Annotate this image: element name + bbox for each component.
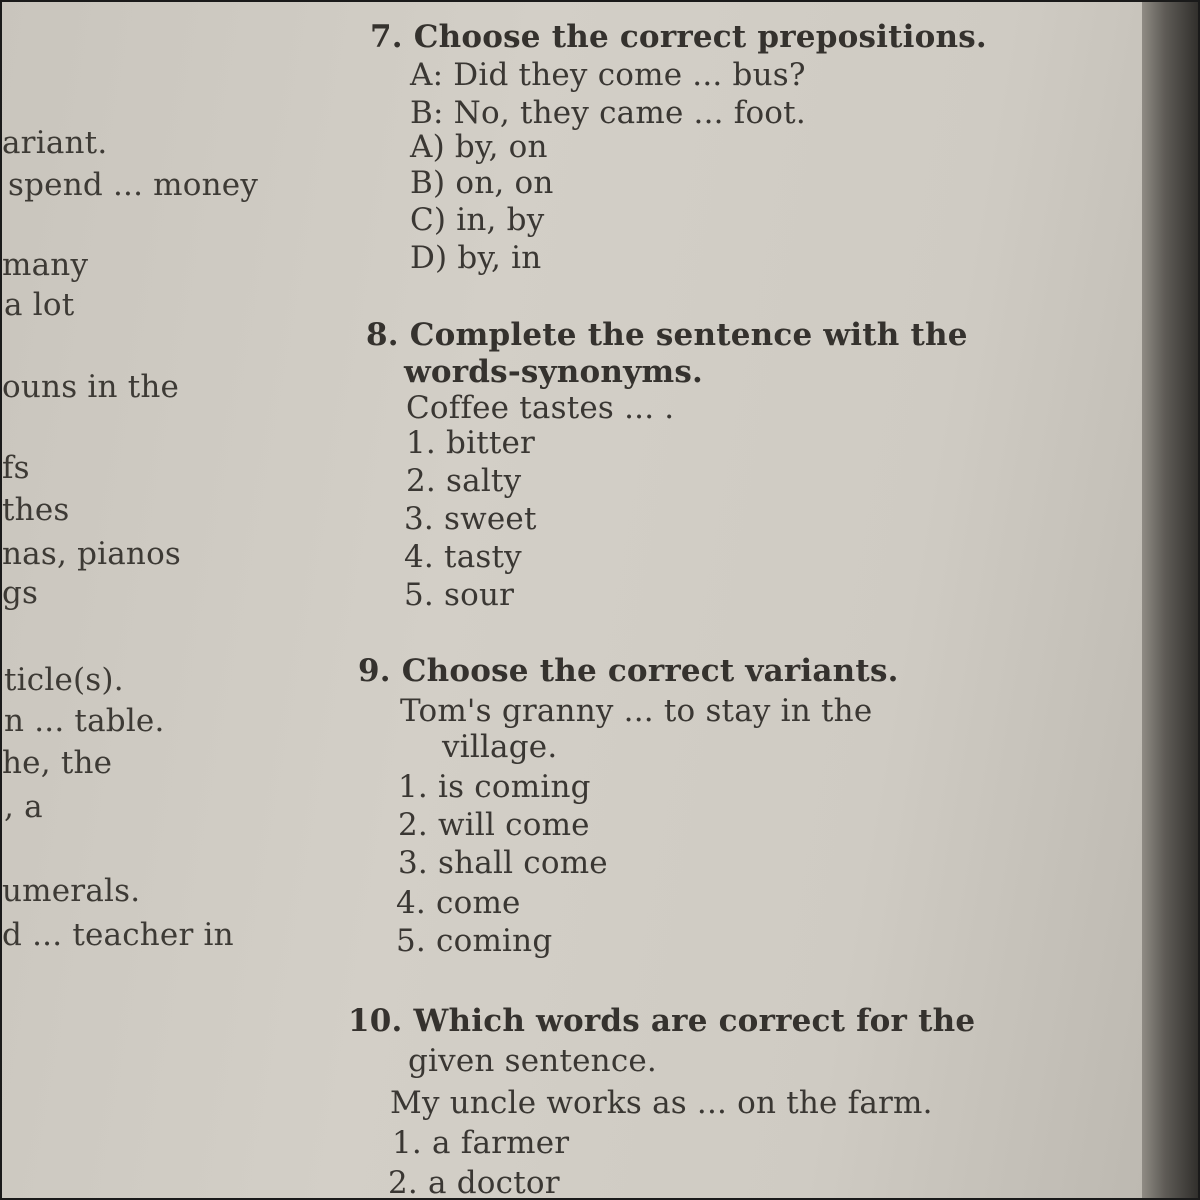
- question-title: 8. Complete the sentence with the: [366, 317, 968, 353]
- answer-option: 3. sweet: [404, 501, 537, 537]
- answer-option: A) by, on: [410, 129, 548, 165]
- answer-option: 2. a doctor: [388, 1165, 560, 1200]
- question-title-continued: words-synonyms.: [404, 354, 703, 390]
- question-title: 7. Choose the correct prepositions.: [370, 19, 987, 55]
- left-fragment: many: [2, 247, 89, 283]
- answer-option: 1. a farmer: [392, 1125, 570, 1161]
- question-prompt: Coffee tastes ... .: [406, 390, 675, 426]
- left-fragment: a lot: [4, 287, 75, 323]
- left-fragment: , a: [4, 789, 43, 825]
- answer-option: 3. shall come: [398, 845, 608, 881]
- question-prompt: Tom's granny ... to stay in the: [400, 693, 873, 729]
- left-fragment: he, the: [2, 745, 113, 781]
- left-fragment: ticle(s).: [4, 662, 124, 698]
- left-fragment: umerals.: [2, 873, 141, 909]
- answer-option: 4. tasty: [404, 539, 522, 575]
- question-line: A: Did they come ... bus?: [410, 57, 806, 93]
- question-line: B: No, they came ... foot.: [410, 95, 806, 131]
- question-prompt: My uncle works as ... on the farm.: [390, 1085, 933, 1121]
- answer-option: 5. sour: [404, 577, 515, 613]
- answer-option: B) on, on: [410, 165, 554, 201]
- answer-option: 5. coming: [396, 923, 553, 959]
- question-title: 9. Choose the correct variants.: [358, 653, 899, 689]
- answer-option: D) by, in: [410, 240, 542, 276]
- left-fragment: thes: [2, 492, 70, 528]
- left-fragment: d ... teacher in: [2, 917, 234, 953]
- answer-option: 2. salty: [406, 463, 522, 499]
- answer-option: 1. is coming: [398, 769, 591, 805]
- left-fragment: spend ... money: [8, 167, 259, 203]
- question-title: 10. Which words are correct for the: [348, 1003, 976, 1039]
- answer-option: C) in, by: [410, 202, 545, 238]
- left-fragment: gs: [2, 575, 39, 611]
- book-edge-shadow: [1142, 0, 1200, 1200]
- answer-option: 2. will come: [398, 807, 590, 843]
- question-prompt-continued: village.: [442, 729, 558, 765]
- left-fragment: fs: [2, 450, 30, 486]
- answer-option: 1. bitter: [406, 425, 536, 461]
- left-fragment: n ... table.: [4, 703, 165, 739]
- left-fragment: ariant.: [2, 125, 108, 161]
- left-fragment: nas, pianos: [2, 536, 182, 572]
- left-fragment: ouns in the: [2, 369, 180, 405]
- question-title-continued: given sentence.: [408, 1043, 657, 1079]
- answer-option: 4. come: [396, 885, 521, 921]
